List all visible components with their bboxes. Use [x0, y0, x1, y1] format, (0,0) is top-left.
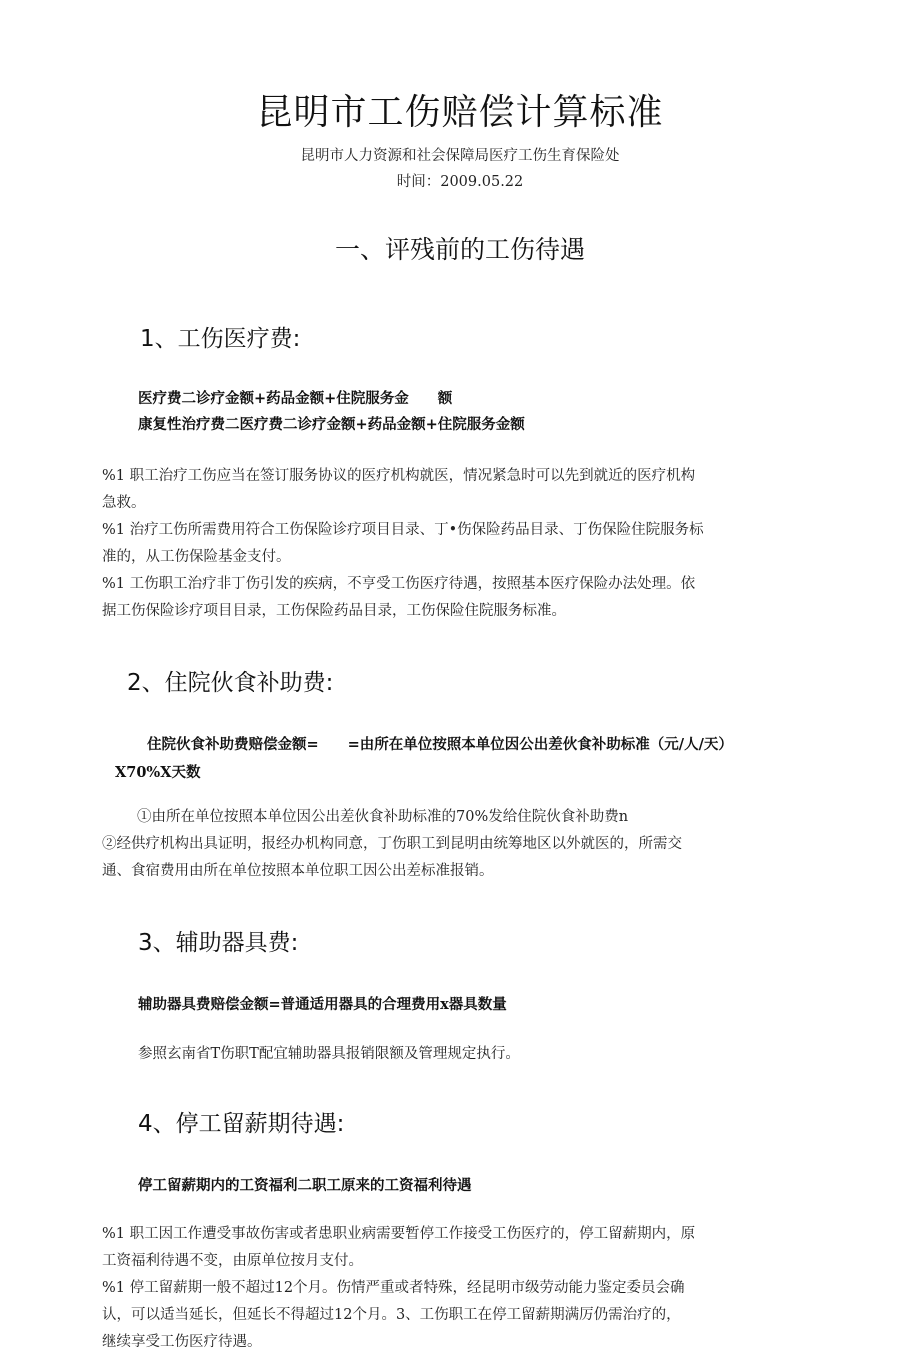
section-2-formula-2: X70%X天数 [115, 764, 201, 781]
note-line: 通、食宿费用由所在单位按照本单位职工因公出差标准报销。 [102, 863, 494, 879]
note-line: 认，可以适当延长，但延长不得超过12个月。3、工伤职工在停工留薪期满厉仍需治疗的， [102, 1307, 681, 1323]
section-1-heading: 1、工伤医疗费: [140, 326, 301, 352]
note-line: 继续享受工伤医疗待遇。 [102, 1334, 262, 1350]
section-3-notes [138, 1041, 818, 1068]
section-2-formula-1: 住院伙食补助费赔偿金额= =由所在单位按照本单位因公出差伙食补助标准（元/人/天） [147, 736, 733, 753]
note-line: 据工伤保险诊疗项目目录，工伤保险药品目录，工伤保险住院服务标准。 [102, 603, 566, 619]
note-line: %1 治疗工伤所需费用符合工伤保险诊疗项目目录、丁•伤保险药品目录、丁伤保险住院服务标 [102, 522, 704, 538]
section-2-heading: 2、住院伙食补助费: [127, 670, 334, 696]
note-line: 参照玄南省T伤职T配宜辅助器具报销限额及管理规定执行。 [138, 1046, 520, 1062]
note-line: ①由所在单位按照本单位因公出差伙食补助标准的70%发给住院伙食补助费n [137, 809, 629, 825]
publisher-line: 昆明市人力资源和社会保障局医疗工伤生育保险处 [300, 148, 620, 164]
section-1-formula-1: 医疗费二诊疗金额+药品金额+住院服务金 额 [138, 390, 453, 407]
note-line: %1 职工因工作遭受事故伤害或者患职业病需要暂停工作接受工伤医疗的，停工留薪期内，原 [102, 1226, 696, 1242]
section-3-heading: 3、辅助器具费: [138, 930, 299, 956]
note-line: %1 工伤职工治疗非丁伤引发的疾病，不亨受工伤医疗待遇，按照基本医疗保险办法处理。依 [102, 576, 696, 592]
note-line: %1 停工留薪期一般不超过12个月。伤情严重或者特殊，经昆明市级劳动能力鉴定委员会确 [102, 1280, 685, 1296]
date-line: 时间：2009.05.22 [396, 174, 524, 190]
note-line: %1 职工治疗工伤应当在签订服务协议的医疗机构就医，情况紧急时可以先到就近的医疗机构 [102, 468, 696, 484]
section-4-formula-1: 停工留薪期内的工资福利二职工原来的工资福利待遇 [138, 1177, 472, 1194]
section-4-heading: 4、停工留薪期待遇: [138, 1111, 345, 1137]
note-line: ②经供疗机构出具证明，报经办机构同意，丁伤职工到昆明由统筹地区以外就医的，所需交 [102, 836, 682, 852]
note-line: 准的，从工伤保险基金支付。 [102, 549, 291, 565]
part-heading: 一、评残前的工伤待遇 [334, 235, 585, 264]
section-3-formula-1: 辅助器具费赔偿金额=普通适用器具的合理费用x器具数量 [138, 996, 507, 1013]
note-line: 工资福利待遇不变，由原单位按月支付。 [102, 1253, 363, 1269]
note-line: 急救。 [102, 495, 146, 511]
section-1-notes [102, 463, 802, 625]
section-4-notes [102, 1221, 802, 1356]
section-1-formula-2: 康复性治疗费二医疗费二诊疗金额+药品金额+住院服务金额 [138, 416, 525, 433]
section-2-notes [102, 804, 802, 885]
document-title: 昆明市工伤赔偿计算标准 [256, 92, 664, 133]
